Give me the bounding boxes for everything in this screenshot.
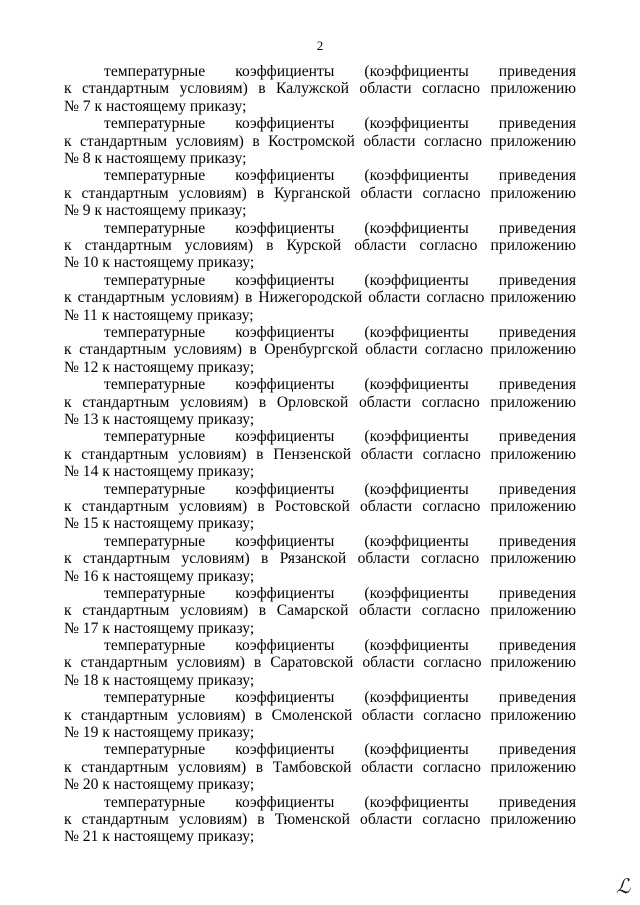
item-line-1: температурные коэффициенты (коэффициенты приведения <box>104 480 576 498</box>
item-line-2: к стандартным условиям) в Костромской области согласно приложению <box>64 132 576 150</box>
item-line-1: температурные коэффициенты (коэффициенты приведения <box>104 637 576 655</box>
list-item <box>64 637 576 689</box>
item-line-3: № 13 к настоящему приказу; <box>64 410 255 428</box>
list-item <box>64 272 576 324</box>
item-line-3: № 16 к настоящему приказу; <box>64 567 255 585</box>
item-line-2: к стандартным условиям) в Саратовской области согласно приложению <box>64 654 576 672</box>
item-line-1: температурные коэффициенты (коэффициенты приведения <box>104 532 576 550</box>
item-line-2: к стандартным условиям) в Оренбургской области согласно приложению <box>64 341 576 359</box>
item-line-2: к стандартным условиям) в Тамбовской области согласно приложению <box>64 758 576 776</box>
item-line-3: № 15 к настоящему приказу; <box>64 515 255 533</box>
item-line-2: к стандартным условиям) в Орловской области согласно приложению <box>64 393 576 411</box>
list-item <box>64 794 576 846</box>
item-line-1: температурные коэффициенты (коэффициенты приведения <box>104 219 576 237</box>
item-line-3: № 12 к настоящему приказу; <box>64 358 255 376</box>
list-item <box>64 741 576 793</box>
item-line-3: № 7 к настоящему приказу; <box>64 97 247 115</box>
item-line-3: № 17 к настоящему приказу; <box>64 619 255 637</box>
item-line-1: температурные коэффициенты (коэффициенты приведения <box>104 741 576 759</box>
item-line-1: температурные коэффициенты (коэффициенты приведения <box>104 271 576 289</box>
item-line-3: № 8 к настоящему приказу; <box>64 150 247 167</box>
item-line-1: температурные коэффициенты (коэффициенты приведения <box>104 793 576 811</box>
item-line-3: № 10 к настоящему приказу; <box>64 254 255 272</box>
page-number: 2 <box>316 38 324 53</box>
list-item <box>64 533 576 585</box>
list-item <box>64 428 576 480</box>
item-line-3: № 14 к настоящему приказу; <box>64 463 255 481</box>
item-line-1: температурные коэффициенты (коэффициенты приведения <box>104 689 576 707</box>
item-line-2: к стандартным условиям) в Курганской области согласно приложению <box>64 184 576 202</box>
item-line-2: к стандартным условиям) в Ростовской области согласно приложению <box>64 497 576 515</box>
list-item <box>64 689 576 741</box>
handwritten-initial-mark: ℒ <box>616 874 631 898</box>
item-line-1: температурные коэффициенты (коэффициенты приведения <box>104 167 576 185</box>
item-line-1: температурные коэффициенты (коэффициенты приведения <box>104 63 576 80</box>
item-line-2: к стандартным условиям) в Тюменской области согласно приложению <box>64 811 576 829</box>
item-line-3: № 19 к настоящему приказу; <box>64 724 255 742</box>
item-line-2: к стандартным условиям) в Калужской области согласно приложению <box>64 80 576 98</box>
order-items-list <box>64 63 576 846</box>
item-line-2: к стандартным условиям) в Пензенской области согласно приложению <box>64 445 576 463</box>
item-line-2: к стандартным условиям) в Самарской области согласно приложению <box>64 602 576 620</box>
item-line-3: № 20 к настоящему приказу; <box>64 776 255 794</box>
item-line-2: к стандартным условиям) в Курской области согласно приложению <box>64 236 576 254</box>
item-line-2: к стандартным условиям) в Рязанской области согласно приложению <box>64 550 576 568</box>
item-line-1: температурные коэффициенты (коэффициенты приведения <box>104 115 576 133</box>
item-line-2: к стандартным условиям) в Смоленской области согласно приложению <box>64 706 576 724</box>
item-line-3: № 18 к настоящему приказу; <box>64 671 255 689</box>
list-item <box>64 585 576 637</box>
item-line-3: № 11 к настоящему приказу; <box>64 306 254 324</box>
item-line-3: № 21 к настоящему приказу; <box>64 828 255 846</box>
list-item <box>64 324 576 376</box>
list-item <box>64 115 576 167</box>
list-item <box>64 481 576 533</box>
list-item <box>64 167 576 219</box>
item-line-1: температурные коэффициенты (коэффициенты приведения <box>104 428 576 446</box>
item-line-1: температурные коэффициенты (коэффициенты приведения <box>104 584 576 602</box>
item-line-1: температурные коэффициенты (коэффициенты приведения <box>104 323 576 341</box>
list-item <box>64 63 576 115</box>
item-line-2: к стандартным условиям) в Нижегородской области согласно приложению <box>64 289 576 307</box>
item-line-3: № 9 к настоящему приказу; <box>64 202 247 220</box>
list-item <box>64 220 576 272</box>
item-line-1: температурные коэффициенты (коэффициенты приведения <box>104 376 576 394</box>
list-item <box>64 376 576 428</box>
